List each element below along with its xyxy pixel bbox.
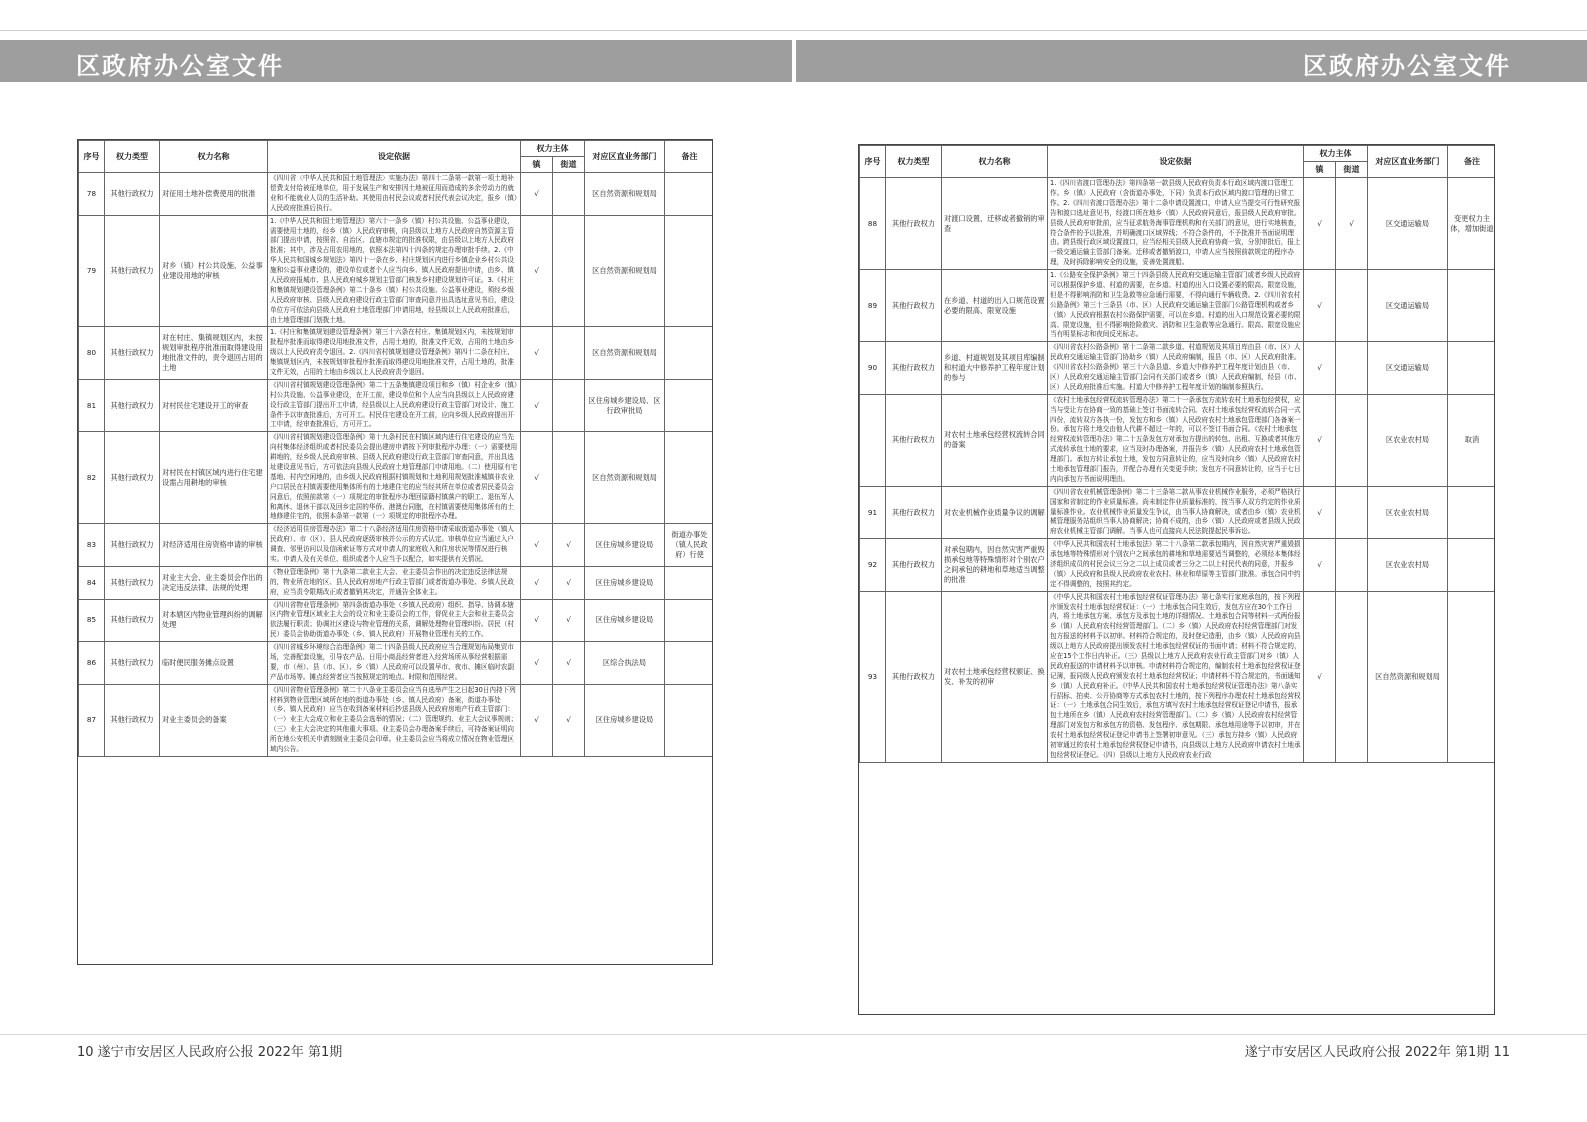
row-town: √ <box>1304 539 1336 591</box>
row-town: √ <box>1304 486 1336 538</box>
row-town: √ <box>1304 342 1336 394</box>
row-basis: 1.《村庄和集镇规划建设管理条例》第三十六条在村庄、集镇规划区内，未按规划审批程序批准而取得建设用地批准文件，占用土地的，批准文件无效，占用的土地由乡级以上人民政府责令退回。2.《四川省村镇规划建设管理条例》第四十二条在村庄、集镇规划区内，未按规划审批程序批准而取得建设用地批准文件，占用土地的，批准文件无效，占用的土地由乡级以上人民政府责令退回。 <box>268 327 521 379</box>
col-seq: 序号 <box>860 146 886 178</box>
footer-rule <box>0 1034 1587 1035</box>
row-type: 其他行政权力 <box>105 684 160 756</box>
row-town: √ <box>521 566 553 599</box>
row-basis: 《四川省农村公路条例》第十二条第二款乡道、村道规划及其项目库由县（市、区）人民政府交通运输主管部门协助乡（镇）人民政府编制，报县（市、区）人民政府批准。《四川省农村公路条例》第三十六条县道、乡道大中修养护工程年度计划由县（市、区）人民政府交通运输主管部门会同有关部门或者乡（镇）人民政府编制，经县（市、区）人民政府批准后实施。村道大中修养护工程年度计划的编制参照执行。 <box>1048 342 1304 394</box>
row-type: 其他行政权力 <box>886 178 942 270</box>
row-type: 其他行政权力 <box>105 524 160 567</box>
row-name: 对在村庄、集镇规划区内，未按规划审批程序批准而取得建设用地批准文件的，责令退回占用的土地 <box>160 327 268 379</box>
row-note <box>665 215 714 327</box>
row-dept: 区住房城乡建设局 <box>585 524 665 567</box>
right-banner <box>796 40 1587 82</box>
row-town: √ <box>1304 591 1336 762</box>
row-town: √ <box>1304 394 1336 486</box>
row-street: √ <box>553 642 585 685</box>
row-type: 其他行政权力 <box>886 394 942 486</box>
row-seq: 80 <box>79 327 105 379</box>
row-dept: 区自然资源和规划局 <box>1368 591 1448 762</box>
row-note: 取消 <box>1448 394 1496 486</box>
row-note <box>1448 486 1496 538</box>
row-street <box>1336 539 1368 591</box>
row-dept: 区住房城乡建设局 <box>585 684 665 756</box>
col-note: 备注 <box>665 141 714 173</box>
row-seq: 90 <box>860 342 886 394</box>
row-basis: 《四川省城乡环境综合治理条例》第二十四条县级人民政府应当合理规划布局集贸市场，完善配套设施，引导农产品、日用小商品经营者进入经营场所从事经营根据需要，市（州）、县（市、区）、乡（镇）人民政府可以设置早市、夜市、摊区临时农副产品市场等。摊点经营者应当按照规定的地点、时限和范围经营。 <box>268 642 521 685</box>
row-seq: 89 <box>860 270 886 342</box>
row-name: 对村民住宅建设开工的审查 <box>160 379 268 431</box>
row-basis: 1.《四川省渡口管理办法》第四条第一款县级人民政府负责本行政区域内渡口管理工作。乡（镇）人民政府（含街道办事处，下同）负责本行政区域内渡口管理的日常工作。2.《四川省渡口管理办法》第十二条申请设置渡口，申请人应当提交可行性研究报告和渡口选址意见书，经渡口所在地乡（镇）人民政府同意后，报县级人民政府审批。县级人民政府审批前，应当征求航务海事管理机构和有关部门的意见，进行实地核查，符合条件的予以批准，并明确渡口区域界线；不符合条件的，不予批准并书面说明理由。跨县级行政区域设置渡口，应当经相关县级人民政府协商一致，分别审批后，报上一级交通运输主管部门备案。迁移或者撤销渡口，申请人应当按照前款规定的程序办理，及时拆除影响安全的设施，妥善处置渡船。 <box>1048 178 1304 270</box>
row-note <box>1448 539 1496 591</box>
row-type: 其他行政权力 <box>105 599 160 642</box>
row-type: 其他行政权力 <box>886 342 942 394</box>
row-dept: 区农业农村局 <box>1368 539 1448 591</box>
row-town: √ <box>521 524 553 567</box>
row-town: √ <box>521 642 553 685</box>
row-street: √ <box>553 684 585 756</box>
row-seq: 85 <box>79 599 105 642</box>
row-note <box>1448 270 1496 342</box>
row-street <box>1336 486 1368 538</box>
row-seq: 92 <box>860 539 886 591</box>
row-name: 对农村土地承包经营权流转合同的备案 <box>942 394 1048 486</box>
col-street: 街道 <box>553 157 585 173</box>
row-dept: 区自然资源和规划局 <box>585 173 665 216</box>
row-dept: 区农业农村局 <box>1368 394 1448 486</box>
row-name: 对村民在村镇区域内进行住宅建设需占用耕地的审核 <box>160 432 268 524</box>
row-seq: 93 <box>860 591 886 762</box>
col-name: 权力名称 <box>942 146 1048 178</box>
table-row <box>860 539 1496 591</box>
row-basis: 《四川省物业管理条例》第二十八条业主委员会应当自选举产生之日起30日内持下列材料到物业管理区域所在地的街道办事处（乡、镇人民政府）备案，街道办事处（乡、镇人民政府）应当在收到备案材料后抄送县级人民政府房地产行政主管部门：（一）业主大会成立和业主委员会选举的情况；（二）管理规约、业主大会议事规则；（三）业主大会决定的其他重大事项。业主委员会办理备案手续后，可持备案证明向所在地公安机关申请刻制业主委员会印章。业主委员会应当将成立情况在物业管理区域内公告。 <box>268 684 521 756</box>
table-row <box>79 642 714 685</box>
row-seq: 81 <box>79 379 105 431</box>
row-type: 其他行政权力 <box>105 432 160 524</box>
row-dept: 区住房城乡建设局、区行政审批局 <box>585 379 665 431</box>
table-row <box>79 215 714 327</box>
row-note <box>665 173 714 216</box>
row-name: 对渡口设置、迁移或者撤销的审查 <box>942 178 1048 270</box>
row-note <box>665 684 714 756</box>
row-basis: 1.《公路安全保护条例》第三十四条县级人民政府交通运输主管部门或者乡级人民政府可以根据保护乡道、村道的需要，在乡道、村道的出入口设置必要的限高、限宽设施，但是不得影响消防和卫生急救等应急通行需要，不得向通行车辆收费。2.《四川省农村公路条例》第三十三条县（市、区）人民政府交通运输主管部门公路管理机构或者乡（镇）人民政府根据农村公路保护需要，可以在乡道、村道的出入口规范设置必要的限高、限宽设施，但不得影响抢险救灾、消防和卫生急救等应急通行。限高、限宽设施应当有明显标志和夜间反光标志。 <box>1048 270 1304 342</box>
col-subject: 权力主体 <box>521 141 585 157</box>
table-row <box>860 270 1496 342</box>
row-name: 对本辖区内物业管理纠纷的调解处理 <box>160 599 268 642</box>
row-seq: 91 <box>860 486 886 538</box>
row-seq: 79 <box>79 215 105 327</box>
row-type: 其他行政权力 <box>105 173 160 216</box>
row-dept: 区自然资源和规划局 <box>585 432 665 524</box>
row-note <box>1448 591 1496 762</box>
row-type: 其他行政权力 <box>886 591 942 762</box>
row-seq: 86 <box>79 642 105 685</box>
left-power-table <box>77 139 713 965</box>
right-power-table <box>858 144 1495 1015</box>
col-dept: 对应区直业务部门 <box>585 141 665 173</box>
row-dept: 区住房城乡建设局 <box>585 599 665 642</box>
row-town: √ <box>1304 270 1336 342</box>
row-street: √ <box>553 566 585 599</box>
row-street <box>1336 342 1368 394</box>
right-banner-title: 区政府办公室文件 <box>1303 52 1511 80</box>
row-street <box>553 327 585 379</box>
row-note <box>1448 342 1496 394</box>
table-row <box>79 524 714 567</box>
row-name: 对征用土地补偿费使用的批准 <box>160 173 268 216</box>
row-street <box>1336 394 1368 486</box>
col-type: 权力类型 <box>105 141 160 173</box>
table-row <box>79 566 714 599</box>
row-type: 其他行政权力 <box>105 642 160 685</box>
row-name: 对农业机械作业质量争议的调解 <box>942 486 1048 538</box>
row-note <box>665 566 714 599</box>
row-seq <box>860 394 886 486</box>
row-basis: 《中华人民共和国农村土地承包经营权证管理办法》第七条实行家庭承包的，按下列程序颁发农村土地承包经营权证：（一）土地承包合同生效后，发包方应在30个工作日内，将土地承包方案、承包方及承包土地的详细情况、土地承包合同等材料一式两份报乡（镇）人民政府农村经营管理部门。（二）乡（镇）人民政府农村经营管理部门对发包方报送的材料予以初审。材料符合规定的，及时登记造册，由乡（镇）人民政府向县级以上地方人民政府提出颁发农村土地承包经营权证的书面申请；材料不符合规定的，应在15个工作日内补正。（三）县级以上地方人民政府农业行政主管部门对乡（镇）人民政府报送的申请材料予以审核。申请材料符合规定的，编制农村土地承包经营权证登记簿，报同级人民政府颁发农村土地承包经营权证；申请材料不符合规定的，书面通知乡（镇）人民政府补正。《中华人民共和国农村土地承包经营权证管理办法》第八条实行招标、拍卖、公开协商等方式承包农村土地的，按下列程序办理农村土地承包经营权证：（一）土地承包合同生效后，承包方填写农村土地承包经营权证登记申请书，报承包土地所在乡（镇）人民政府农村经营管理部门。（二）乡（镇）人民政府农村经营管理部门对发包方和承包方的资格、发包程序、承包期限、承包地用途等予以初审，并在农村土地承包经营权证登记申请书上签署初审意见。（三）承包方持乡（镇）人民政府初审通过的农村土地承包经营权登记申请书，向县级以上地方人民政府申请农村土地承包经营权证登记。（四）县级以上地方人民政府农业行政 <box>1048 591 1304 762</box>
row-basis: 《四川省村镇规划建设管理条例》第十九条村民在村镇区域内进行住宅建设的应当先向村集体经济组织或者村民委员会提出建房申请按下列审批程序办理：（一）需要使用耕地的，经乡级人民政府审核、县级人民政府建设行政主管部门审查同意，并出具选址建设意见书后，方可依法向县级人民政府土地管理部门申请用地。（二）使用原有宅基地、村内空闲地的，由乡级人民政府根据村镇规划和土地利用规划批准城镇非农业户口居民在村镇需要使用集体所有的土地建住宅的应当经其所在单位或者居民委员会同意后，依照前款第（一）项规定的审批程序办理回原籍村镇落户的职工、退伍军人和离休、退休干部以及回乡定居的华侨、港澳台同胞，在村镇需要使用集体所有的土地修建住宅的，依照本条第一款第（一）项规定的审批程序办理。 <box>268 432 521 524</box>
row-street <box>553 215 585 327</box>
col-basis: 设定依据 <box>268 141 521 173</box>
col-town: 镇 <box>1304 162 1336 178</box>
top-rule <box>0 30 1587 31</box>
left-banner <box>0 40 792 82</box>
row-town: √ <box>521 327 553 379</box>
left-footer: 10 遂宁市安居区人民政府公报 2022年 第1期 <box>77 1045 343 1060</box>
row-street <box>553 432 585 524</box>
col-seq: 序号 <box>79 141 105 173</box>
right-footer: 遂宁市安居区人民政府公报 2022年 第1期 11 <box>1244 1045 1510 1060</box>
row-name: 对乡（镇）村公共设施、公益事业建设用地的审核 <box>160 215 268 327</box>
row-dept: 区交通运输局 <box>1368 342 1448 394</box>
table-row <box>79 379 714 431</box>
row-street: √ <box>1336 178 1368 270</box>
left-banner-title: 区政府办公室文件 <box>76 52 284 80</box>
row-street: √ <box>553 524 585 567</box>
row-name: 在乡道、村道的出入口规范设置必要的限高、限宽设施 <box>942 270 1048 342</box>
row-dept: 区农业农村局 <box>1368 486 1448 538</box>
row-basis: 《农村土地承包经营权流转管理办法》第二十一条承包方流转农村土地承包经营权，应当与受让方在协商一致的基础上签订书面流转合同。农村土地承包经营权流转合同一式四份，流转双方各执一份，发包方和乡（镇）人民政府农村土地承包管理部门各备案一份。承包方将土地交由他人代耕不超过一年的，可以不签订书面合同。《农村土地承包经营权流转管理办法》第二十五条发包方对承包方提出的转包、出租、互换或者其他方式流转承包土地的要求，应当及时办理备案，并报告乡（镇）人民政府农村土地承包管理部门。承包方转让承包土地，发包方同意转让的，应当及时向乡（镇）人民政府农村土地承包管理部门报告，并配合办理有关变更手续；发包方不同意转让的，应当于七日内向承包方书面说明理由。 <box>1048 394 1304 486</box>
row-name: 对承包期内，因自然灾害严重毁损承包地等特殊情形对个别农户之间承包的耕地和草地适当调整的批准 <box>942 539 1048 591</box>
col-type: 权力类型 <box>886 146 942 178</box>
row-dept: 区综合执法局 <box>585 642 665 685</box>
row-town: √ <box>521 684 553 756</box>
col-name: 权力名称 <box>160 141 268 173</box>
row-dept: 区自然资源和规划局 <box>585 215 665 327</box>
col-basis: 设定依据 <box>1048 146 1304 178</box>
row-name: 对业主委员会的备案 <box>160 684 268 756</box>
col-note: 备注 <box>1448 146 1496 178</box>
row-street <box>553 173 585 216</box>
row-dept: 区交通运输局 <box>1368 270 1448 342</box>
row-town: √ <box>521 379 553 431</box>
row-type: 其他行政权力 <box>886 270 942 342</box>
col-town: 镇 <box>521 157 553 173</box>
row-note: 街道办事处（镇人民政府）行使 <box>665 524 714 567</box>
row-dept: 区自然资源和规划局 <box>585 327 665 379</box>
row-note <box>665 599 714 642</box>
col-subject: 权力主体 <box>1304 146 1368 162</box>
row-note <box>665 432 714 524</box>
table-row <box>860 591 1496 762</box>
row-note <box>665 642 714 685</box>
row-basis: 《四川省村镇规划建设管理条例》第二十五条集镇建设项目和乡（镇）村企业乡（镇）村公共设施、公益事业建设，在开工前，建设单位和个人应当向县级以上人民政府建设行政主管部门提出开工申请，经县级以上人民政府建设行政主管部门对设计、施工条件予以审查批准后，方可开工。村民住宅建设在开工前，应向乡级人民政府提出开工申请，经审查批准后，方可开工。 <box>268 379 521 431</box>
row-basis: 《四川省〈中华人民共和国土地管理法〉实施办法》第四十二条第一款第一项土地补偿费支付给被征地单位，用于发展生产和安排因土地被征用而造成的多余劳动力的就业和不能就业人员的生活补助。其使用由村民会议或者村民代表会议决定，报乡（镇）人民政府批准后执行。 <box>268 173 521 216</box>
table-row <box>79 599 714 642</box>
row-town: √ <box>521 215 553 327</box>
row-basis: 《物业管理条例》第十九条第二款业主大会、业主委员会作出的决定违反法律法规的，物业所在地的区、县人民政府房地产行政主管部门或者街道办事处、乡镇人民政府，应当责令限期改正或者撤销其决定，并通告全体业主。 <box>268 566 521 599</box>
row-street <box>1336 270 1368 342</box>
table-row <box>860 486 1496 538</box>
table-row <box>860 394 1496 486</box>
row-note <box>665 379 714 431</box>
row-type: 其他行政权力 <box>886 539 942 591</box>
row-name: 乡道、村道规划及其项目库编制和村道大中修养护工程年度计划的参与 <box>942 342 1048 394</box>
row-town: √ <box>1304 178 1336 270</box>
row-dept: 区住房城乡建设局 <box>585 566 665 599</box>
row-basis: 《四川省农业机械管理条例》第二十三条第二款从事农业机械作业服务，必须严格执行国家和省制定的作业质量标准。尚未制定作业质量标准的，按当事人双方约定的作业质量标准作业。农业机械作业质量发生争议，由当事人协商解决，或者由乡（镇）农业机械管理服务站组织当事人协商解决；协商不成的，由乡（镇）人民政府或者县级人民政府农业机械主管部门调解。当事人也可直接向人民法院提起民事诉讼。 <box>1048 486 1304 538</box>
row-basis: 《经济适用住房管理办法》第二十八条经济适用住房资格申请采取街道办事处（镇人民政府）、市（区）、县人民政府逐级审核并公示的方式认定。审核单位应当通过入户调查、邻里访问以及信函索证等方式对申请人的家庭收入和住房状况等情况进行核实。申请人及有关单位、组织或者个人应当予以配合，如实提供有关情况。 <box>268 524 521 567</box>
row-name: 对业主大会、业主委员会作出的决定违反法律、法规的处理 <box>160 566 268 599</box>
table-row <box>79 684 714 756</box>
row-name: 临时便民服务摊点设置 <box>160 642 268 685</box>
row-street <box>1336 591 1368 762</box>
row-basis: 《四川省物业管理条例》第四条街道办事处（乡镇人民政府）组织、指导、协调本辖区内物业管理区域业主大会的设立和业主委员会的工作，督促业主大会和业主委员会依法履行职责；协调社区建设与物业管理的关系，调解处理物业管理纠纷。居民（村民）委员会协助街道办事处（乡、镇人民政府）开展物业管理有关的工作。 <box>268 599 521 642</box>
table-row <box>79 173 714 216</box>
row-seq: 82 <box>79 432 105 524</box>
row-street: √ <box>553 599 585 642</box>
table-row <box>79 327 714 379</box>
table-row <box>860 178 1496 270</box>
row-seq: 84 <box>79 566 105 599</box>
row-type: 其他行政权力 <box>105 566 160 599</box>
row-name: 对经济适用住房资格申请的审核 <box>160 524 268 567</box>
row-note <box>665 327 714 379</box>
row-basis: 1.《中华人民共和国土地管理法》第六十一条乡（镇）村公共设施、公益事业建设，需要使用土地的，经乡（镇）人民政府审核，向县级以上地方人民政府自然资源主管部门提出申请，按照省、自治区、直辖市规定的批准权限，由县级以上地方人民政府批准；其中，涉及占用农用地的，依照本法第四十四条的规定办理审批手续。2.《中华人民共和国城乡规划法》第四十一条在乡、村庄规划区内进行乡镇企业乡村公共设施和公益事业建设的，建设单位或者个人应当向乡、镇人民政府提出申请，由乡、镇人民政府报城市、县人民政府城乡规划主管部门核发乡村建设规划许可证。3.《村庄和集镇规划建设管理条例》第二十条乡（镇）村公共设施、公益事业建设，须经乡级人民政府审核、县级人民政府建设行政主管部门审查同意并出具选址意见书后，建设单位方可依法向县级人民政府土地管理部门申请用地，经县级以上人民政府批准后，由土地管理部门划拨土地。 <box>268 215 521 327</box>
row-type: 其他行政权力 <box>105 379 160 431</box>
row-basis: 《中华人民共和国农村土地承包法》第二十八条第二款承包期内，因自然灾害严重毁损承包地等特殊情形对个别农户之间承包的耕地和草地需要适当调整的，必须经本集体经济组织成员的村民会议三分之二以上成员或者三分之二以上村民代表的同意，并报乡（镇）人民政府和县级人民政府农业农村、林业和草原等主管部门批准。承包合同中约定不得调整的，按照其约定。 <box>1048 539 1304 591</box>
row-type: 其他行政权力 <box>886 486 942 538</box>
row-town: √ <box>521 599 553 642</box>
table-row <box>860 342 1496 394</box>
row-dept: 区交通运输局 <box>1368 178 1448 270</box>
row-note: 变更权力主体，增加街道 <box>1448 178 1496 270</box>
row-street <box>553 379 585 431</box>
row-seq: 87 <box>79 684 105 756</box>
row-type: 其他行政权力 <box>105 215 160 327</box>
row-seq: 88 <box>860 178 886 270</box>
col-street: 街道 <box>1336 162 1368 178</box>
col-dept: 对应区直业务部门 <box>1368 146 1448 178</box>
row-name: 对农村土地承包经营权颁证、换发、补发的初审 <box>942 591 1048 762</box>
table-row <box>79 432 714 524</box>
row-type: 其他行政权力 <box>105 327 160 379</box>
row-town: √ <box>521 432 553 524</box>
row-seq: 83 <box>79 524 105 567</box>
row-seq: 78 <box>79 173 105 216</box>
row-town: √ <box>521 173 553 216</box>
